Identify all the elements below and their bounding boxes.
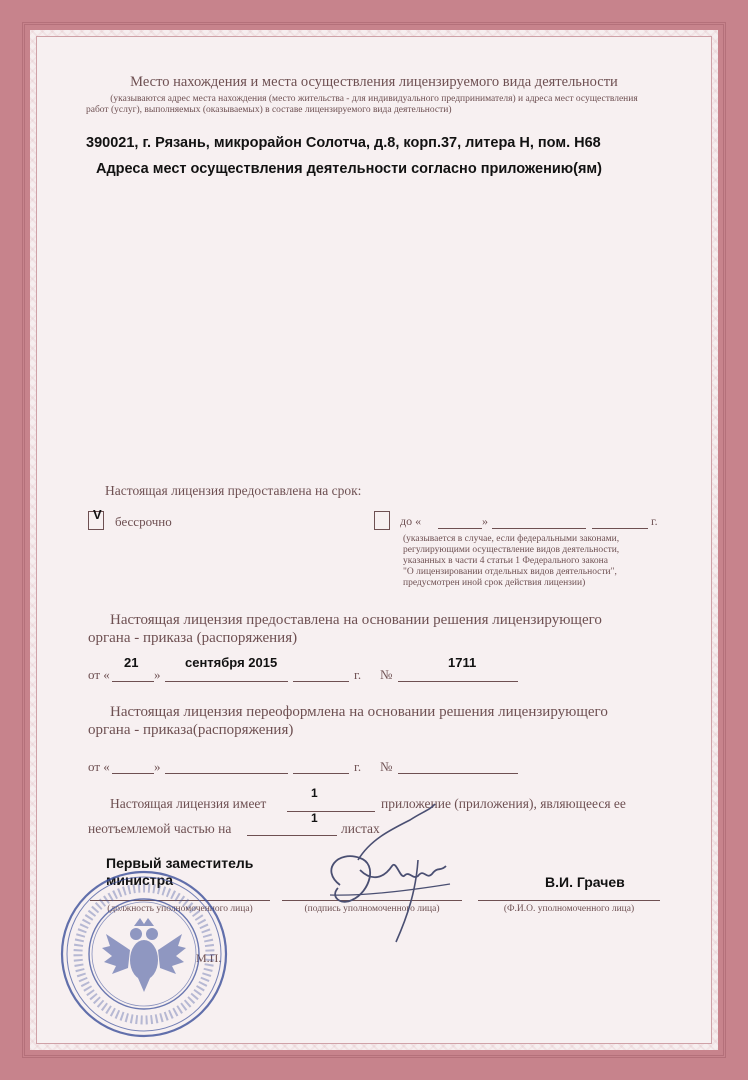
basis-quote-close: » [154,667,161,682]
header-note-line2: работ (услуг), выполняемых (оказываемых) в составе лицензируемого вида деятельности) [86,105,452,115]
until-day-line [438,528,482,529]
header-note-line1: (указываются адрес места нахождения (место жительства - для индивидуального предпринимателя) и адреса мест осуществления [110,94,638,104]
basis-from-label: от « [88,667,110,682]
until-year-line [592,528,648,529]
appendix-text-a: Настоящая лицензия имеет [110,796,267,811]
header-title: Место нахождения и места осуществления лицензируемого вида деятельности [130,74,618,90]
reissue-year-suffix: г. [354,759,362,774]
basis-year-suffix: г. [354,667,362,682]
term-note-4: "О лицензировании отдельных видов деятельности", [403,567,617,577]
until-quote-close: » [482,514,488,528]
reissue-quote-close: » [154,759,161,774]
appendix-sheets-count: 1 [311,811,318,825]
reissue-number-label: № [380,759,393,774]
official-stamp [58,868,230,1040]
stamp-place-label: М.П. [196,951,222,965]
until-year-suffix: г. [651,514,658,528]
address-line2: Адреса мест осуществления деятельности согласно приложению(ям) [96,161,602,177]
reissue-text-1: Настоящая лицензия переоформлена на основании решения лицензирующего [110,704,608,720]
reissue-year-line [293,773,349,774]
term-note-2: регулирующими осуществление видов деятельности, [403,545,620,555]
until-label: до « [400,514,422,528]
basis-month-line [165,681,288,682]
appendix-count: 1 [311,786,318,800]
signer-name: В.И. Грачев [545,874,625,890]
term-note-5: предусмотрен иной срок действия лицензии) [403,578,586,588]
basis-number-line [398,681,518,682]
basis-text-1: Настоящая лицензия предоставлена на основании решения лицензирующего [110,612,602,628]
appendix-text-c: неотъемлемой частью на [88,821,232,836]
reissue-number-line [398,773,518,774]
signature-caption: (подпись уполномоченного лица) [304,904,440,914]
position-line-2: министра [106,872,174,888]
until-checkbox [374,511,390,530]
reissue-from-label: от « [88,759,110,774]
basis-text-2: органа - приказа (распоряжения) [88,630,298,646]
reissue-text-2: органа - приказа(распоряжения) [88,722,294,738]
basis-day-line [112,681,154,682]
position-caption: (должность уполномоченного лица) [107,904,253,914]
address-line1: 390021, г. Рязань, микрорайон Солотча, д.8, корп.37, литера Н, пом. Н68 [86,135,601,151]
position-line-1: Первый заместитель [106,855,254,871]
reissue-month-line [165,773,288,774]
indefinite-label: бессрочно [115,514,172,529]
basis-day: 21 [124,655,139,670]
term-note-3: указанных в части 4 статьи 1 Федерального закона [403,556,608,566]
term-note-1: (указывается в случае, если федеральными законами, [403,534,620,544]
until-month-line [492,528,586,529]
name-line [478,900,660,901]
appendix-text-d: листах [341,821,380,836]
handwritten-signature [300,800,470,950]
reissue-day-line [112,773,154,774]
basis-number-label: № [380,667,393,682]
name-caption: (Ф.И.О. уполномоченного лица) [503,904,635,914]
basis-number: 1711 [448,655,477,670]
term-heading: Настоящая лицензия предоставлена на срок: [105,483,362,498]
indefinite-check-mark: V [93,507,102,522]
basis-month-year: сентября 2015 [185,655,278,670]
basis-year-line [293,681,349,682]
appendix-text-b: приложение (приложения), являющееся ее [381,796,626,811]
